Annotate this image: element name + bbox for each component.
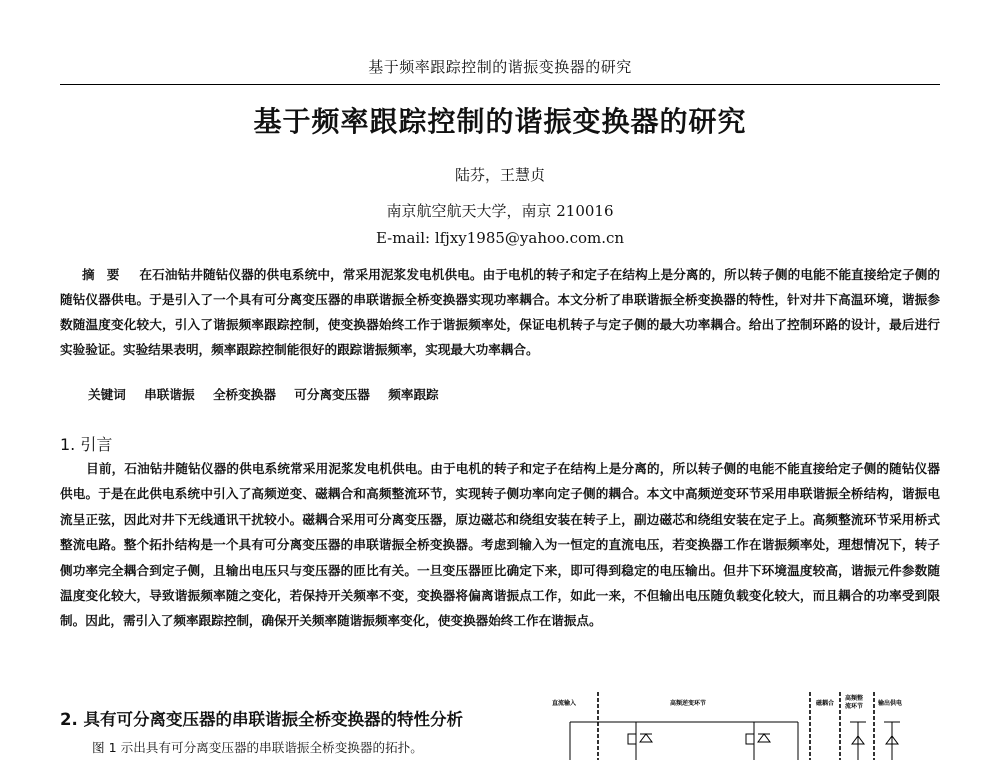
keyword-item: 全桥变换器 [212,387,276,402]
running-header: 基于频率跟踪控制的谐振变换器的研究 [368,58,632,76]
keywords [88,384,453,403]
keywords-label: 关键词 [88,387,126,402]
fig-label-coupling: 磁耦合 [816,700,835,707]
abstract-label: 摘要 [82,267,132,282]
fig-label-dc-input: 直流输入 [552,700,577,707]
abstract-text: 在石油钻井随钻仪器的供电系统中，常采用泥浆发电机供电。由于电机的转子和定子在结构上是分离的，所以转子侧的电能不能直接给定子侧的随钻仪器供电。于是引入了一个具有可分离变压器的串联谐振全桥变换器实现功率耦合。本文分析了串联谐振全桥变换器的特性，针对井下高温环境，谐振参数随温度变化较大，引入了谐振频率跟踪控制，使变换器始终工作于谐振频率处，保证电机转子与定子侧的最大功率耦合。给出了控制环路的设计，最后进行实验验证。实验结果表明，频率跟踪控制能很好的跟踪谐振频率，实现最大功率耦合。 [60,267,941,357]
fig-label-output: 输出供电 [878,700,903,707]
header-rule [60,84,940,85]
paper-email: E-mail: lfjxy1985@yahoo.com.cn [375,229,625,247]
keyword-item: 频率跟踪 [388,387,439,402]
paper-affiliation: 南京航空航天大学，南京 210016 [386,202,614,220]
fig-label-rectifier-a: 高频整 [845,695,864,702]
paper-title: 基于频率跟踪控制的谐振变换器的研究 [253,105,747,138]
fig-label-rectifier-b: 流环节 [845,703,864,710]
keyword-item: 串联谐振 [144,387,195,402]
circuit-diagram [548,686,948,760]
switch-q1 [628,722,652,760]
section-2-body: 图 1 示出具有可分离变压器的串联谐振全桥变换器的拓扑。 [92,740,423,755]
keyword-item: 可分离变压器 [294,387,370,402]
section-1-body [60,456,940,634]
section-1-heading: 1. 引言 [60,435,113,454]
fig-label-inverter: 高频逆变环节 [670,700,707,707]
section-2-heading: 2. 具有可分离变压器的串联谐振全桥变换器的特性分析 [60,710,463,729]
abstract [60,262,940,362]
paper-authors: 陆芬，王慧贞 [454,166,545,184]
section-1-text: 目前，石油钻井随钻仪器的供电系统常采用泥浆发电机供电。由于电机的转子和定子在结构上是分离的，所以转子侧的电能不能直接给定子侧的随钻仪器供电。于是在此供电系统中引入了高频逆变、磁耦合和高频整流环节，实现转子侧功率向定子侧的耦合。本文中高频逆变环节采用串联谐振全桥结构，谐振电流呈正弦，因此对井下无线通讯干扰较小。磁耦合采用可分离变压器，原边磁芯和绕组安装在转子上，副边磁芯和绕组安装在定子上。高频整流环节采用桥式整流电路。整个拓扑结构是一个具有可分离变压器的串联谐振全桥变换器。考虑到输入为一恒定的直流电压，若变换器工作在谐振频率处，理想情况下，转子侧功率完全耦合到定子侧，且输出电压只与变压器的匝比有关。一旦变压器匝比确定下来，即可得到稳定的电压输出。但井下环境温度较高，谐振元件参数随温度变化较大，导致谐振频率随之变化，若保持开关频率不变，变换器将偏离谐振点工作，如此一来，不但输出电压随负载变化较大，而且耦合的功率受到限制。因此，需引入了频率跟踪控制，确保开关频率随谐振频率变化，使变换器始终工作在谐振点。 [60,461,940,629]
figure-1-topology [548,686,948,760]
switch-q3 [746,722,770,760]
